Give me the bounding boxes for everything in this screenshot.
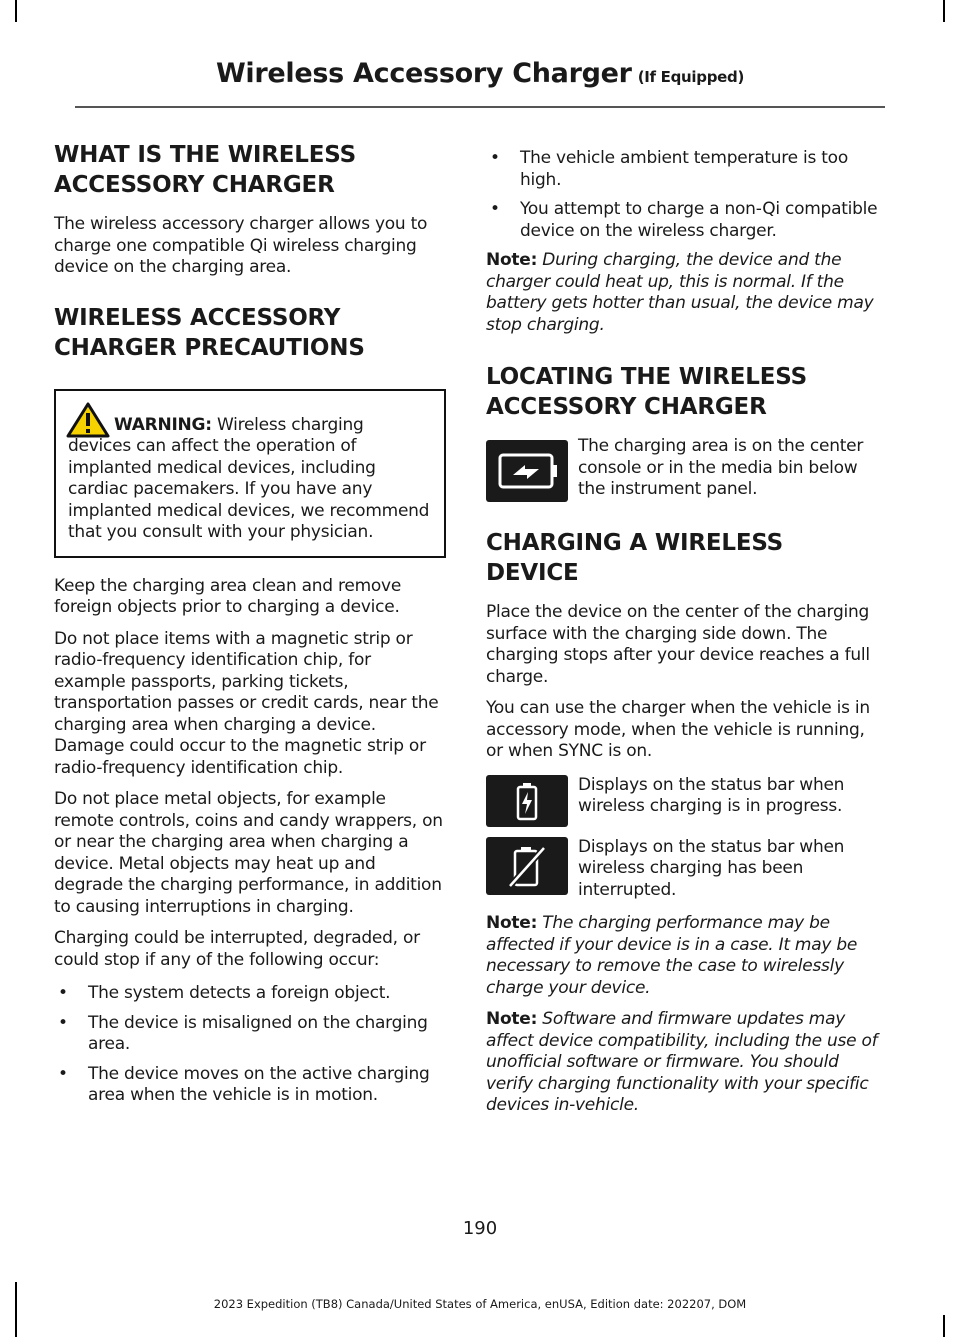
crop-mark <box>943 0 945 22</box>
paragraph: Do not place metal objects, for example remote controls, coins and candy wrappers, on or near the charging area when charging a device. Metal objects may heat up and degrade the charging performance, in addition to causing interruptions in charging. <box>54 789 443 917</box>
warning-label: WARNING: <box>114 414 212 435</box>
heading-what-is: WHAT IS THE WIRELESS ACCESSORY CHARGER <box>54 142 356 198</box>
heading-locating: LOCATING THE WIRELESS ACCESSORY CHARGER <box>486 364 807 420</box>
list-item: • The system detects a foreign object. <box>58 983 391 1003</box>
note: Note: The charging performance may be affected if your device is in a case. It may be necessary to remove the case to wirelessly charge your device. <box>486 913 858 998</box>
interrupted-text: Displays on the status bar when wireless charging has been interrupted. <box>578 836 845 900</box>
warning-triangle-icon <box>66 401 110 439</box>
header-rule <box>75 106 885 108</box>
locating-text: The charging area is on the center console or in the media bin below the instrument panel. <box>578 436 864 499</box>
paragraph: You can use the charger when the vehicle is in accessory mode, when the vehicle is running, or when SYNC is on. <box>486 698 870 761</box>
condition-list-continued <box>486 148 878 242</box>
page-number: 190 <box>462 1218 498 1239</box>
condition-list <box>54 983 446 1107</box>
footer: 2023 Expedition (TB8) Canada/United States of America, enUSA, Edition date: 202207, DOM <box>213 1297 747 1311</box>
page-title: Wireless Accessory Charger <box>215 58 632 89</box>
wireless-charging-pad-icon <box>486 440 568 502</box>
left-column <box>54 140 446 1115</box>
paragraph: The wireless accessory charger allows you to charge one compatible Qi wireless charging device on the charging area. <box>54 214 428 277</box>
locating-row <box>486 436 878 502</box>
crop-mark <box>943 1315 945 1337</box>
paragraph: Do not place items with a magnetic strip or radio-frequency identification chip, for example passports, parking tickets, transportation passes or credit cards, near the charging area when charging a device. Damage could occur to the magnetic strip or radio-frequency identification chip. <box>54 628 439 778</box>
list-item: • The device is misaligned on the charging area. <box>58 1012 428 1054</box>
note: Note: Software and firmware updates may affect device compatibility, including the use of unofficial software or firmware. You should verify charging functionality with your specific devices in-vehicle. <box>486 1009 878 1115</box>
right-column <box>486 148 878 1127</box>
heading-charging: CHARGING A WIRELESS DEVICE <box>486 530 784 586</box>
paragraph: Keep the charging area clean and remove foreign objects prior to charging a device. <box>54 575 402 617</box>
interrupted-row <box>486 837 878 902</box>
progress-text: Displays on the status bar when wireless charging is in progress. <box>578 774 845 816</box>
page-subtitle: (If Equipped) <box>637 68 745 86</box>
crop-mark <box>15 0 17 22</box>
page-header <box>0 58 960 89</box>
battery-charging-icon <box>486 775 568 827</box>
paragraph: Place the device on the center of the charging surface with the charging side down. The charging stops after your device reaches a full charge. <box>486 602 870 687</box>
list-item: • The vehicle ambient temperature is too high. <box>490 148 848 190</box>
charging-interrupted-icon <box>486 837 568 895</box>
heading-precautions: WIRELESS ACCESSORY CHARGER PRECAUTIONS <box>54 304 365 361</box>
list-item: • You attempt to charge a non-Qi compatible device on the wireless charger. <box>490 199 878 241</box>
list-item: • The device moves on the active charging area when the vehicle is in motion. <box>58 1063 430 1105</box>
progress-row <box>486 775 878 827</box>
note: Note: During charging, the device and the charger could heat up, this is normal. If the battery gets hotter than usual, the device may stop charging. <box>486 250 874 335</box>
paragraph: Charging could be interrupted, degraded, or could stop if any of the following occur: <box>54 928 420 970</box>
warning-text: Wireless charging devices can affect the operation of implanted medical devices, including cardiac pacemakers. If you have any implanted medical devices, we recommend that you consult with your physician. <box>68 414 430 542</box>
warning-box <box>54 389 446 558</box>
